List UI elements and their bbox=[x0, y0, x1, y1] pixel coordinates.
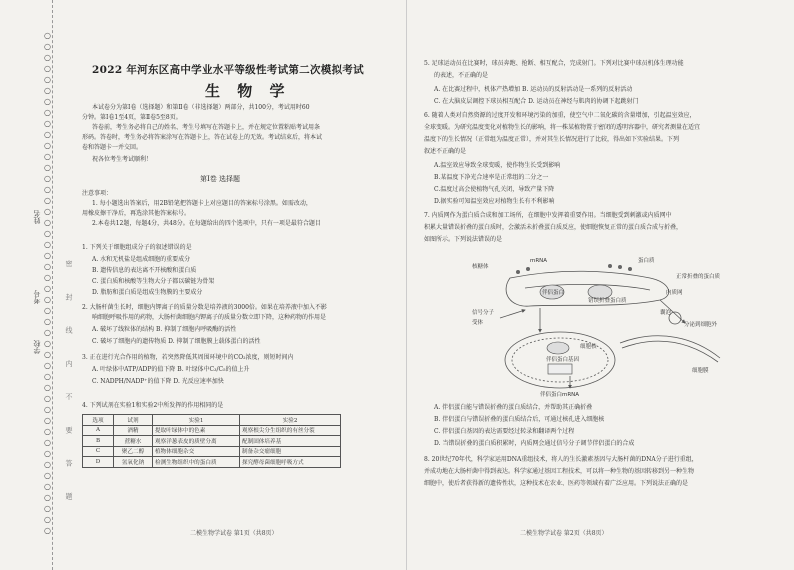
q1-option-a: A. 水和无机盐是组成细胞的重要成分 bbox=[92, 256, 191, 263]
gene-box bbox=[548, 364, 572, 374]
q7-option-a: A. 伴侣蛋白能与错误折叠的蛋白质结合，并帮助其正确折叠 bbox=[434, 404, 593, 411]
table-row bbox=[83, 457, 341, 468]
label-membrane: 细胞膜 bbox=[692, 368, 709, 374]
label-signal: 信号分子 bbox=[472, 310, 495, 316]
table-cell: 观察洋葱表皮的质壁分离 bbox=[153, 436, 240, 447]
name-label: 姓名 bbox=[33, 210, 41, 224]
q8-stem-1: 8. 20世纪70年代，科学家运用DNA重组技术，将人的生长激素基因与大肠杆菌的DNA分子进行重组， bbox=[424, 456, 698, 463]
table-header-row bbox=[83, 415, 341, 426]
notes-title: 注意事项： bbox=[82, 190, 113, 197]
table-header: 实验1 bbox=[153, 415, 240, 426]
q6-option-a: A.温室效应导致全球变暖，使作物生长受到影响 bbox=[434, 162, 561, 169]
q3-options-cd: C. NADPH/NADP⁺的值下降 D. 光反应速率加快 bbox=[92, 378, 224, 385]
q6-stem-2: 全球变暖。为研究温度变化对植物生长的影响，将一株某植物置于密闭的透明容器中，研究者测量在适宜 bbox=[424, 124, 701, 131]
q3-stem: 3. 正在进行光合作用的植物，若突然降低其周围环境中的CO₂浓度，则短时间内 bbox=[82, 354, 294, 361]
intro-line-2: 分钟。第Ⅰ卷1至4页，第Ⅱ卷5至8页。 bbox=[82, 114, 182, 121]
q2-options-cd: C. 破坏了细胞内的遗传物质 D. 抑制了细胞膜上载体蛋白的活性 bbox=[92, 338, 261, 345]
q6-option-d: D.据实验可知温室效应对植物生长有不利影响 bbox=[434, 198, 555, 205]
q5-stem-2: 的表述，不正确的是 bbox=[434, 72, 489, 79]
table-header: 试剂 bbox=[114, 415, 153, 426]
table-cell: 检测生物组织中的蛋白质 bbox=[153, 457, 240, 468]
table-cell: A bbox=[83, 425, 114, 436]
label-mrna: mRNA bbox=[530, 258, 548, 264]
seal-line-text: 密 封 线 内 不 要 答 题 bbox=[65, 260, 73, 512]
q1-option-d: D. 脂肪和蛋白质是组成生物膜的主要成分 bbox=[92, 289, 203, 296]
label-protein: 蛋白质 bbox=[638, 258, 655, 264]
cell-membrane bbox=[620, 336, 720, 358]
ribosome-dot bbox=[628, 267, 632, 271]
table-cell: 植物体细胞杂交 bbox=[153, 446, 240, 457]
binding-holes: ○ ○ ○ ○ ○ ○ ○ ○ ○ ○ ○ ○ ○ ○ ○ ○ ○ ○ ○ ○ ○ ○ ○ ○ ○ ○ ○ ○ ○ ○ ○ ○ ○ ○ ○ ○ ○ ○ ○ ○ ○ ○ ○ ○ ○ ○ bbox=[44, 31, 51, 535]
label-normal: 正常折叠的蛋白质 bbox=[676, 274, 721, 280]
table-header: 实验2 bbox=[240, 415, 341, 426]
page2-footer: 二模生物学试卷 第2页（共8页） bbox=[520, 530, 608, 537]
q8-stem-2: 并成功地在大肠杆菌中得到表达。科学家通过基因工程技术，可以将一种生物的基因转移到另一种生物 bbox=[424, 468, 695, 475]
table-cell: 蔗糖水 bbox=[114, 436, 153, 447]
q6-stem-4: 叙述不正确的是 bbox=[424, 148, 467, 155]
table-row bbox=[83, 446, 341, 457]
cell-membrane-inner bbox=[622, 341, 718, 362]
table-row bbox=[83, 436, 341, 447]
chaperone-shape bbox=[588, 285, 612, 299]
q5-options-ab: A. 在比赛过程中，机体产热增加 B. 运动员的反射活动是一系列的反射活动 bbox=[434, 86, 633, 93]
table-row bbox=[83, 425, 341, 436]
table-cell: 酒精 bbox=[114, 425, 153, 436]
q6-stem-3: 温度下的生长情况（正常组为温度正常），并对其生长情况进行了比较，得出如下实验结果。下列 bbox=[424, 136, 680, 143]
q2-options-ab: A. 破坏了线粒体的结构 B. 抑制了细胞内呼吸酶的活性 bbox=[92, 326, 237, 333]
q7-option-d: D. 当错误折叠的蛋白质积累时，内质网会通过信号分子调节伴侣蛋白的合成 bbox=[434, 440, 635, 447]
q8-stem-3: 细胞中，使后者获得新的遗传性状，这种技术在农业、医药等领域有着广泛应用。下列说法正确的是 bbox=[424, 480, 689, 487]
label-er: 内质网 bbox=[666, 290, 683, 296]
q3-options-ab: A. 叶绿体中ATP/ADP的值下降 B. 叶绿体中C₃/C₅的值上升 bbox=[92, 366, 250, 373]
table-cell: 制备杂交瘤细胞 bbox=[240, 446, 341, 457]
ribosome-dot bbox=[516, 270, 520, 274]
q7-stem-2: 积累大量错误折叠的蛋白质时，会激活未折叠蛋白质反应，使细胞恢复正常的蛋白质合成与折叠， bbox=[424, 224, 683, 231]
q7-stem-1: 7. 内质网作为蛋白质合成和加工场所，在细胞中发挥着重要作用。当细胞受到刺激或内质网中 bbox=[424, 212, 672, 219]
table-cell: B bbox=[83, 436, 114, 447]
table-header: 选项 bbox=[83, 415, 114, 426]
binding-strip bbox=[6, 0, 53, 570]
q6-option-b: B.某温度下净光合速率是正常组的二分之一 bbox=[434, 174, 549, 181]
label-nucleus: 细胞核 bbox=[580, 344, 597, 350]
ribosome-dot bbox=[618, 265, 622, 269]
intro-line-5: 卷和答题卡一并交回。 bbox=[82, 144, 143, 151]
label-misfold: 错误折叠蛋白质 bbox=[588, 298, 627, 304]
page-fold bbox=[406, 0, 407, 570]
q1-option-b: B. 遗传信息的表达离不开核酸和蛋白质 bbox=[92, 267, 197, 274]
table-cell: C bbox=[83, 446, 114, 457]
q7-option-c: C. 伴侣蛋白基因的表达需要经过转录和翻译两个过程 bbox=[434, 428, 575, 435]
q1-option-c: C. 蛋白质和核酸等生物大分子都以碳链为骨架 bbox=[92, 278, 215, 285]
er-protein-diagram bbox=[470, 248, 730, 398]
table-cell: 观察根尖分生组织的有丝分裂 bbox=[240, 425, 341, 436]
intro-line-6: 祝各位考生考试顺利！ bbox=[92, 156, 153, 163]
school-label: 学校 bbox=[33, 340, 41, 354]
table-cell: 提取叶绿体中的色素 bbox=[153, 425, 240, 436]
label-vesicle: 囊泡 bbox=[660, 310, 672, 316]
chaperone-shape bbox=[547, 342, 569, 354]
table-cell: 探究酵母菌细胞呼吸方式 bbox=[240, 457, 341, 468]
intro-line-3: 答卷前，考生务必将自己的姓名、考生号填写在答题卡上，并在规定位置粘贴考试用条 bbox=[92, 124, 321, 131]
label-chaperone: 伴侣蛋白 bbox=[542, 290, 565, 296]
arrow-receptor bbox=[500, 310, 525, 318]
table-cell: D bbox=[83, 457, 114, 468]
intro-line-1: 本试卷分为第Ⅰ卷（选择题）和第Ⅱ卷（非选择题）两部分，共100分，考试用时60 bbox=[92, 104, 310, 111]
intro-line-4: 形码。答卷时，考生务必将答案涂写在答题卡上，答在试卷上的无效。考试结束后，将本试 bbox=[82, 134, 323, 141]
q4-table bbox=[82, 414, 341, 468]
label-secreted: 分泌到细胞外 bbox=[684, 322, 718, 328]
ribosome-dot bbox=[608, 264, 612, 268]
q5-stem-1: 5. 足球运动员在比赛时，球员奔跑、抢断、相互配合，完成射门。下列对比赛中球员机体生理功能 bbox=[424, 60, 684, 67]
label-transcript: 伴侣蛋白mRNA bbox=[540, 392, 580, 398]
q6-stem-1: 6. 随着人类对自然资源的过度开发和环境污染的加重，使空气中二氧化碳的含量增加，引起温室效应， bbox=[424, 112, 696, 119]
q4-stem: 4. 下列试剂在实验1和实验2中所发挥的作用相同的是 bbox=[82, 402, 224, 409]
table-cell: 氢氧化钠 bbox=[114, 457, 153, 468]
q5-options-cd: C. 在大脑皮层调控下球员相互配合 D. 运动员在神经与肌肉的协调下起跳射门 bbox=[434, 98, 639, 105]
q7-stem-3: 如图所示。下列说法错误的是 bbox=[424, 236, 503, 243]
exam-number-label: 考号 bbox=[33, 290, 41, 304]
q2-stem-1: 2. 大肠杆菌生长时，细胞内钾离子的质量分数是培养液的3000倍。如果在培养液中加入不影 bbox=[82, 304, 327, 311]
table-cell: 配制固体培养基 bbox=[240, 436, 341, 447]
ribosome-dot bbox=[526, 267, 530, 271]
label-gene: 伴侣蛋白基因 bbox=[546, 357, 580, 363]
q1-stem: 1. 下列关于细胞组成分子的叙述错误的是 bbox=[82, 244, 192, 251]
table-cell: 聚乙二醇 bbox=[114, 446, 153, 457]
q7-option-b: B. 伴侣蛋白与错误折叠的蛋白质结合后，可通过核孔进入细胞核 bbox=[434, 416, 605, 423]
note-line-2: 用橡皮擦干净后，再选涂其他答案标号。 bbox=[82, 210, 191, 217]
q6-option-c: C.温度过高会使植物气孔关闭，导致产量下降 bbox=[434, 186, 555, 193]
section-title: 第Ⅰ卷 选择题 bbox=[200, 175, 240, 183]
q2-stem-2: 响细胞呼吸作用的药物，大肠杆菌细胞内钾离子的质量分数立即下降，这种药物的作用是 bbox=[92, 314, 327, 321]
label-ribosome: 核糖体 bbox=[472, 264, 489, 270]
note-line-1: 1. 每小题选出答案后，用2B铅笔把答题卡上对应题目的答案标号涂黑。如需改动， bbox=[92, 200, 312, 207]
exam-title: 2022 年河东区高中学业水平等级性考试第二次模拟考试 bbox=[92, 64, 364, 76]
label-receptor: 受体 bbox=[472, 320, 484, 326]
note-line-3: 2.本卷共12题，每题4分，共48分。在每题给出的四个选项中，只有一项是最符合题目 bbox=[92, 220, 321, 227]
subject-title: 生 物 学 bbox=[205, 82, 291, 100]
page1-footer: 二模生物学试卷 第1页（共8页） bbox=[190, 530, 278, 537]
